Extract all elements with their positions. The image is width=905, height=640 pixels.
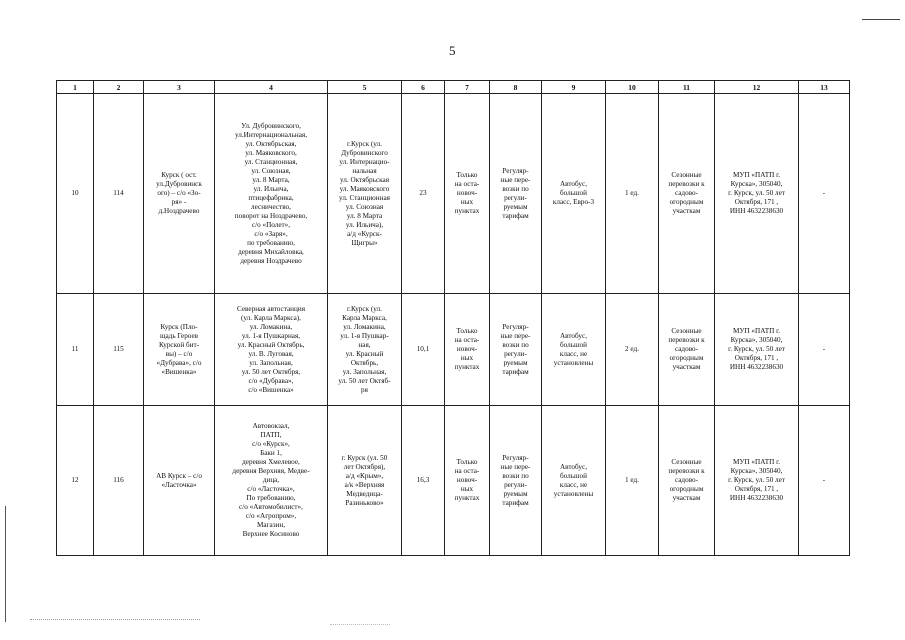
- cell-length: 16,3: [402, 406, 445, 556]
- cell-stops: Ул. Дубровинского, ул.Интернациональная, ул. Октябрьская, ул. Маяковского, ул. Станционная, ул. Союзная, ул. 8 Марта, ул. Ильича, птицефабрика, лесничество, поворот на Ноздрачево, с/о «Полет», с/о «Заря», по требованию, деревня Михайловка, деревня Ноздрачево: [215, 94, 328, 294]
- header-cell-11: 11: [659, 81, 715, 94]
- cell-vehicle: Автобус, большой класс, не установлены: [542, 294, 606, 406]
- header-cell-2: 2: [94, 81, 144, 94]
- header-cell-13: 13: [799, 81, 850, 94]
- cell-row-number: 12: [57, 406, 94, 556]
- header-cell-8: 8: [490, 81, 542, 94]
- scan-artifact-line: [330, 624, 390, 625]
- cell-schedule: Сезонные перевозки к садово- огородным участкам: [659, 94, 715, 294]
- cell-carrier: МУП «ПАТП г. Курска», 305040, г. Курск, ул. 50 лет Октября, 171 , ИНН 4632238630: [715, 406, 799, 556]
- header-cell-4: 4: [215, 81, 328, 94]
- cell-transport-type: Регуляр- ные пере- возки по регули- руемым тарифам: [490, 406, 542, 556]
- table-row: [57, 406, 850, 556]
- header-cell-10: 10: [606, 81, 659, 94]
- table-row: [57, 94, 850, 294]
- header-cell-12: 12: [715, 81, 799, 94]
- header-cell-1: 1: [57, 81, 94, 94]
- cell-extra: -: [799, 94, 850, 294]
- cell-route-name: АВ Курск – с/о «Ласточка»: [144, 406, 215, 556]
- scan-artifact-line: [30, 619, 200, 620]
- cell-schedule: Сезонные перевозки к садово- огородным участкам: [659, 294, 715, 406]
- cell-vehicle-count: 1 ед.: [606, 94, 659, 294]
- cell-stops: Автовокзал, ПАТП, с/о «Курск», Баки 1, деревня Хмелевое, деревня Верхняя, Медве- дица, с/о «Ласточка», По требованию, с/о «Автомобилист», с/о «Агропром», Магазин, Верхнее Косиново: [215, 406, 328, 556]
- cell-route-name: Курск ( ост. ул.Дубровинск ого) – с/о «Зо- ря» - д.Ноздрачево: [144, 94, 215, 294]
- cell-route-number: 116: [94, 406, 144, 556]
- cell-route-number: 115: [94, 294, 144, 406]
- cell-route-name: Курск (Пло- щадь Героев Курской бит- вы) – с/о «Дубрава», с/о «Вишенка»: [144, 294, 215, 406]
- header-cell-6: 6: [402, 81, 445, 94]
- page-number: 5: [449, 43, 456, 58]
- cell-stops: Северная автостанция (ул. Карла Маркса), ул. Ломакина, ул. 1-я Пушкарная, ул. Красный Октябрь, ул. В. Луговая, ул. Запольная, ул. 50 лет Октября, с/о «Дубрава», с/о «Вишенка»: [215, 294, 328, 406]
- cell-route-number: 114: [94, 94, 144, 294]
- header-cell-7: 7: [445, 81, 490, 94]
- top-right-rule: [862, 19, 900, 20]
- cell-extra: -: [799, 294, 850, 406]
- cell-carrier: МУП «ПАТП г. Курска», 305040, г. Курск, ул. 50 лет Октября, 171 , ИНН 4632238630: [715, 294, 799, 406]
- cell-vehicle-count: 1 ед.: [606, 406, 659, 556]
- cell-row-number: 10: [57, 94, 94, 294]
- cell-vehicle-count: 2 ед.: [606, 294, 659, 406]
- header-cell-5: 5: [328, 81, 402, 94]
- cell-transport-type: Регуляр- ные пере- возки по регули- руемым тарифам: [490, 94, 542, 294]
- header-cell-3: 3: [144, 81, 215, 94]
- cell-carrier: МУП «ПАТП г. Курска», 305040, г. Курск, ул. 50 лет Октября, 171 , ИНН 4632238630: [715, 94, 799, 294]
- cell-vehicle: Автобус, большой класс, не установлены: [542, 406, 606, 556]
- cell-streets: г.Курск (ул. Карла Маркса, ул. Ломакина, ул. 1-я Пушкар- ная, ул. Красный Октябрь, ул. Запольная, ул. 50 лет Октяб- ря: [328, 294, 402, 406]
- table-row: [57, 294, 850, 406]
- cell-boarding: Только на оста- новоч- ных пунктах: [445, 406, 490, 556]
- cell-length: 23: [402, 94, 445, 294]
- cell-streets: г.Курск (ул. Дубровинского ул. Интернацио- нальная ул. Октябрьская ул. Маяковского ул. Станционная ул. Союзная ул. 8 Марта ул. Ильича), а/д «Курск- Щигры»: [328, 94, 402, 294]
- cell-boarding: Только на оста- новоч- ных пунктах: [445, 294, 490, 406]
- cell-streets: г. Курск (ул. 50 лет Октября), а/д «Крым», а/к «Верхняя Медведица- Разиньково»: [328, 406, 402, 556]
- cell-row-number: 11: [57, 294, 94, 406]
- cell-boarding: Только на оста- новоч- ных пунктах: [445, 94, 490, 294]
- routes-table: [56, 80, 850, 556]
- header-row: [57, 81, 850, 94]
- cell-transport-type: Регуляр- ные пере- возки по регули- руемым тарифам: [490, 294, 542, 406]
- cell-length: 10,1: [402, 294, 445, 406]
- cell-extra: -: [799, 406, 850, 556]
- left-margin-rule: [5, 506, 6, 622]
- cell-vehicle: Автобус, большой класс, Евро-3: [542, 94, 606, 294]
- header-cell-9: 9: [542, 81, 606, 94]
- cell-schedule: Сезонные перевозки к садово- огородным участкам: [659, 406, 715, 556]
